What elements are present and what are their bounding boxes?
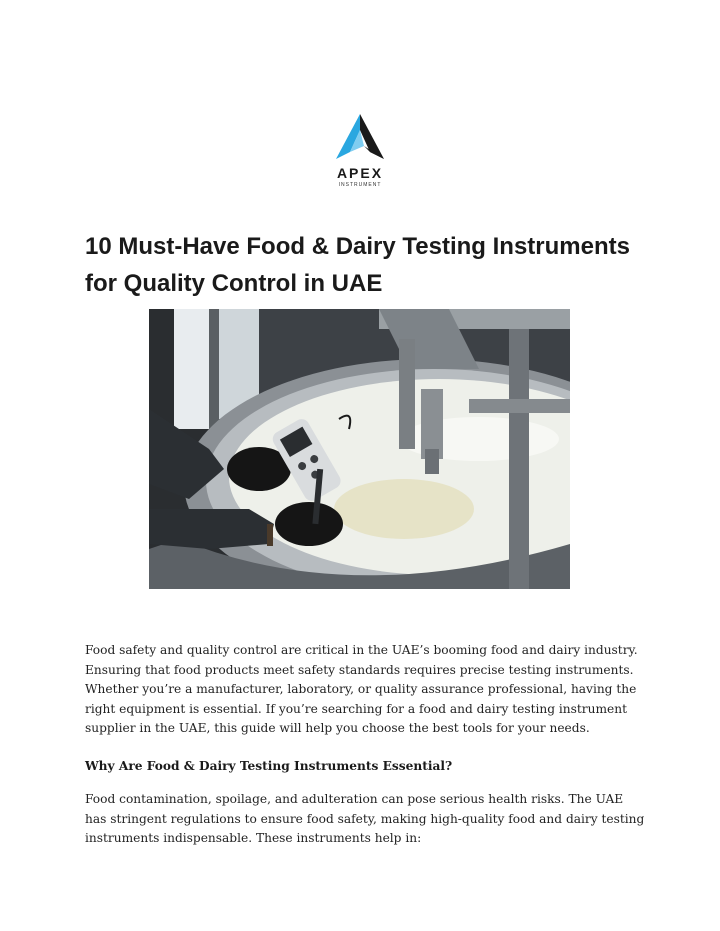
logo-wordmark: APEX	[336, 165, 384, 181]
section-paragraph: Food contamination, spoilage, and adulteration can pose serious health risks. The UAE has stringent regulations to ensure food safety, making high-quality food and dairy testing instruments indispensable. These instruments help in:	[85, 792, 645, 845]
apex-logo	[328, 112, 392, 192]
apex-triangle-icon	[328, 112, 392, 164]
logo-subtitle: INSTRUMENT	[338, 182, 382, 188]
intro-paragraph: Food safety and quality control are critical in the UAE’s booming food and dairy industry. Ensuring that food products meet safety standards requires precise testing instruments. Whether you’re a manufacturer, laboratory, or quality assurance professional, having the right equipment is essential. If you’re searching for a food and dairy testing instrument supplier in the UAE, this guide will help you choose the best tools for your needs.	[85, 643, 638, 735]
article-photo	[149, 309, 570, 589]
article-title: 10 Must-Have Food & Dairy Testing Instruments for Quality Control in UAE	[85, 233, 630, 297]
section-heading: Why Are Food & Dairy Testing Instruments Essential?	[85, 759, 453, 773]
